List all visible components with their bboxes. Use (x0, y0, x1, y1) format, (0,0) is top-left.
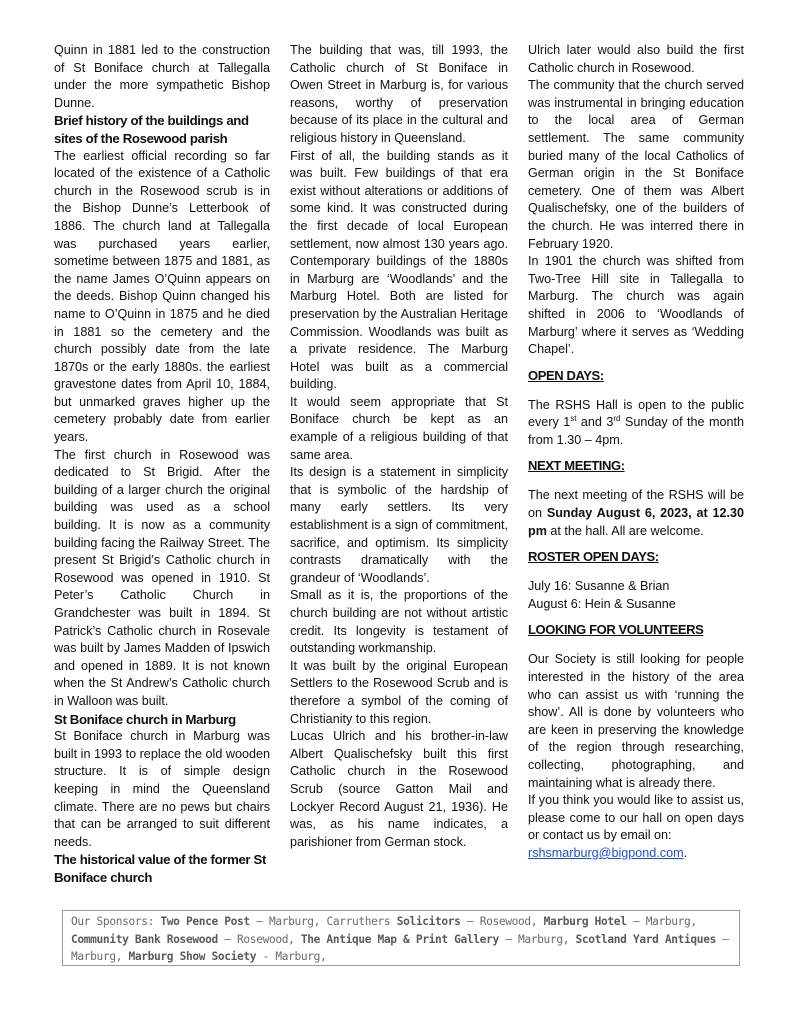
shifted-paragraph: In 1901 the church was shifted from Two-Tree Hill site in Tallegalla to Marburg. The church was again shifted in 2006 to ‘Woodlands of Marburg’ where it serves as ‘Wedding Chapel’. (528, 254, 744, 357)
roster-item: August 6: Hein & Susanne (528, 596, 676, 611)
builders-paragraph: Lucas Ulrich and his brother-in-law Albert Qualischefsky built this first Catholic church in the Rosewood Scrub (source Gatton Mail and Lockyer Record August 21, 1936). He was, as his name indicates, a parishioner from German stock. (290, 729, 508, 849)
email-link[interactable]: rshsmarburg@bigpond.com (528, 845, 684, 860)
column-left (54, 42, 270, 887)
roster-item: July 16: Susanne & Brian (528, 579, 670, 594)
next-meeting-text: The next meeting of the RSHS will be on Sunday August 6, 2023, at 12.30 pm at the hall. All are welcome. (528, 488, 744, 538)
column-middle (290, 42, 508, 851)
heading-roster-open-days: ROSTER OPEN DAYS: (528, 549, 659, 565)
heading-historical-value: The historical value of the former St Boniface church (54, 852, 267, 885)
proportions-paragraph: Small as it is, the proportions of the church building are not without artistic credit. Its longevity is testament of outstanding workmanship. (290, 588, 508, 656)
roster-list (528, 578, 744, 613)
heading-brief-history: Brief history of the buildings and sites of the Rosewood parish (54, 113, 249, 146)
volunteers-paragraph: Our Society is still looking for people interested in the history of the area who can assist us with ‘running the show’. All is done by volunteers who are keen in preserving the knowledge of the region through researching, collecting, photographing, and maintaining what is already there. (528, 652, 744, 790)
intro-paragraph: Quinn in 1881 led to the construction of St Boniface church at Tallegalla under the more sympathetic Bishop Dunne. (54, 43, 270, 110)
heading-open-days: OPEN DAYS: (528, 367, 604, 383)
column-right (528, 42, 744, 863)
heading-st-boniface-marburg: St Boniface church in Marburg (54, 711, 236, 727)
heading-next-meeting: NEXT MEETING: (528, 458, 625, 474)
appropriate-paragraph: It would seem appropriate that St Boniface church be kept as an example of a religious building of that same area. (290, 394, 508, 462)
meeting-date: Sunday August 6, 2023, at 12.30 pm (528, 506, 744, 538)
first-church-paragraph: The first church in Rosewood was dedicated to St Brigid. After the building of a larger church the original building was used as a school building. It is now as a community building facing the Railway Street. The present St Brigid’s Catholic church in Rosewood was opened in 1910. St Peter’s Catholic Church in Grandchester was built in 1894. St Patrick’s Catholic church in Rosevale was built by James Madden of Ipswich and opened in 1889. It is not known when the St Andrew’s Catholic church in Walloon was built. (54, 447, 270, 708)
email-line: rshsmarburg@bigpond.com. (528, 845, 688, 860)
assist-paragraph: If you think you would like to assist us, please come to our hall on open days or contact us by email on: (528, 793, 744, 843)
building-paragraph: The building that was, till 1993, the Catholic church of St Boniface in Owen Street in Marburg is, for various reasons, worthy of preservation because of its place in the cultural and religious history in Queensland. (290, 43, 508, 145)
ulrich-paragraph: Ulrich later would also build the first Catholic church in Rosewood. (528, 43, 744, 75)
earliest-paragraph: The earliest official recording so far located of the existence of a Catholic church in the Rosewood scrub is in the Bishop Dunne’s Letterbook of 1886. The church land at Tallegalla was purchased years earlier, sometime between 1875 and 1881, as the name James O’Quinn appears on the deeds. Bishop Quinn changed his name to O’Quinn in 1875 and he died in 1881 so the cemetery and the church possibly date from the late 1870s or the early 1880s. the earliest gravestone dates from April 10, 1884, but unmarked graves higher up the cemetery probably date from earlier years. (54, 148, 270, 445)
community-paragraph: The community that the church served was instrumental in bringing education to the local area of German settlement. The same community buried many of the local Catholics of German origin in the St Boniface cemetery. One of them was Albert Qualischefsky, one of the builders of the church. He was interred there in February 1920. (528, 78, 744, 251)
open-days-text: The RSHS Hall is open to the public every 1st and 3rd Sunday of the month from 1.30 – 4pm. (528, 397, 744, 447)
sponsors-box: Our Sponsors: Two Pence Post – Marburg, Carruthers Solicitors – Rosewood, Marburg Hotel – Marburg, Community Bank Rosewood – Rosewood, The Antique Map & Print Gallery – Marburg, Scotland Yard Antiques – Marburg, Marburg Show Society - Marburg, (62, 910, 740, 966)
design-paragraph: Its design is a statement in simplicity that is symbolic of the hardship of many early settlers. Its very establishment is a sign of commitment, sacrifice, and optimism. Its simplicity contrasts dramatically with the grandeur of ‘Woodlands’. (290, 465, 508, 585)
settlers-paragraph: It was built by the original European Settlers to the Rosewood Scrub and is therefore a symbol of the coming of Christianity to this region. (290, 658, 508, 726)
first-of-all-paragraph: First of all, the building stands as it was built. Few buildings of that era exist without alterations or additions of some kind. It was constructed during the first decade of local European settlement, now almost 130 years ago. Contemporary buildings of the 1880s in Marburg are ‘Woodlands’ and the Marburg Hotel. Both are listed for preservation by the Australian Heritage Commission. Woodlands was built as a private residence. The Marburg Hotel was built as a commercial building. (290, 148, 508, 392)
marburg-paragraph: St Boniface church in Marburg was built in 1993 to replace the old wooden structure. It is of simple design keeping in mind the Queensland climate. There are no pews but chairs that can be arranged to suit different needs. (54, 729, 270, 849)
heading-looking-for-volunteers: LOOKING FOR VOLUNTEERS (528, 622, 704, 638)
